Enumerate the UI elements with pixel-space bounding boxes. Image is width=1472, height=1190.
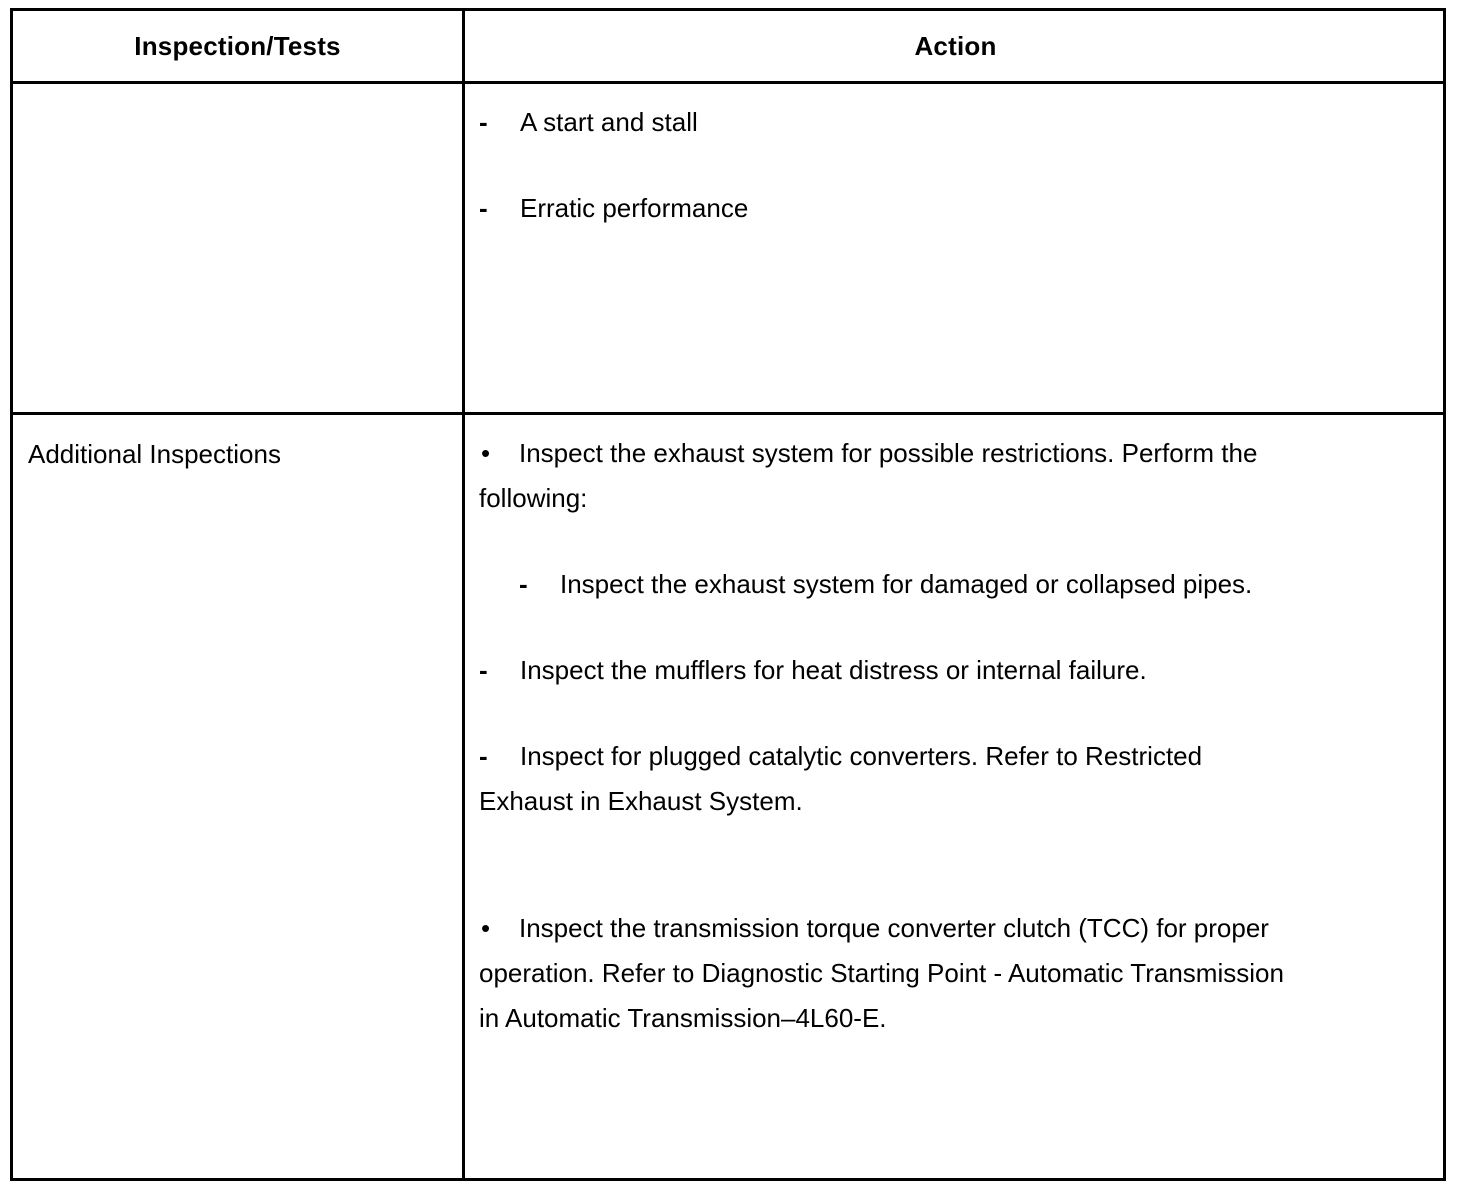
bullet-item-continuation: in Automatic Transmission–4L60-E.	[479, 1003, 887, 1033]
bullet-item-text: Inspect the exhaust system for possible restrictions. Perform the	[519, 438, 1258, 468]
bullet-marker: •	[481, 913, 491, 943]
bullet-item-continuation: operation. Refer to Diagnostic Starting Point - Automatic Transmission	[479, 958, 1284, 988]
bullet-item-continuation: following:	[479, 483, 588, 513]
dash-marker: -	[479, 741, 488, 771]
header-action: Action	[914, 31, 997, 61]
row-divider	[13, 412, 1443, 415]
bullet-item-text: Inspect the transmission torque converter clutch (TCC) for proper	[519, 913, 1269, 943]
diagnostic-table	[10, 8, 1446, 1181]
list-item-text: Inspect for plugged catalytic converters. Refer to Restricted	[520, 741, 1203, 771]
header-row-divider	[13, 81, 1443, 84]
list-item-continuation: Exhaust in Exhaust System.	[479, 786, 803, 816]
list-item-text: Inspect the mufflers for heat distress or internal failure.	[520, 655, 1147, 685]
column-divider	[462, 11, 465, 1181]
dash-marker: -	[479, 193, 488, 223]
row-label-additional-inspections: Additional Inspections	[28, 439, 281, 469]
dash-marker: -	[519, 569, 528, 599]
dash-marker: -	[479, 107, 488, 137]
list-item-text: Inspect the exhaust system for damaged or collapsed pipes.	[560, 569, 1253, 599]
list-item-text: Erratic performance	[520, 193, 749, 223]
header-inspection-tests: Inspection/Tests	[134, 31, 341, 61]
dash-marker: -	[479, 655, 488, 685]
bullet-marker: •	[481, 438, 491, 468]
list-item-text: A start and stall	[520, 107, 698, 137]
